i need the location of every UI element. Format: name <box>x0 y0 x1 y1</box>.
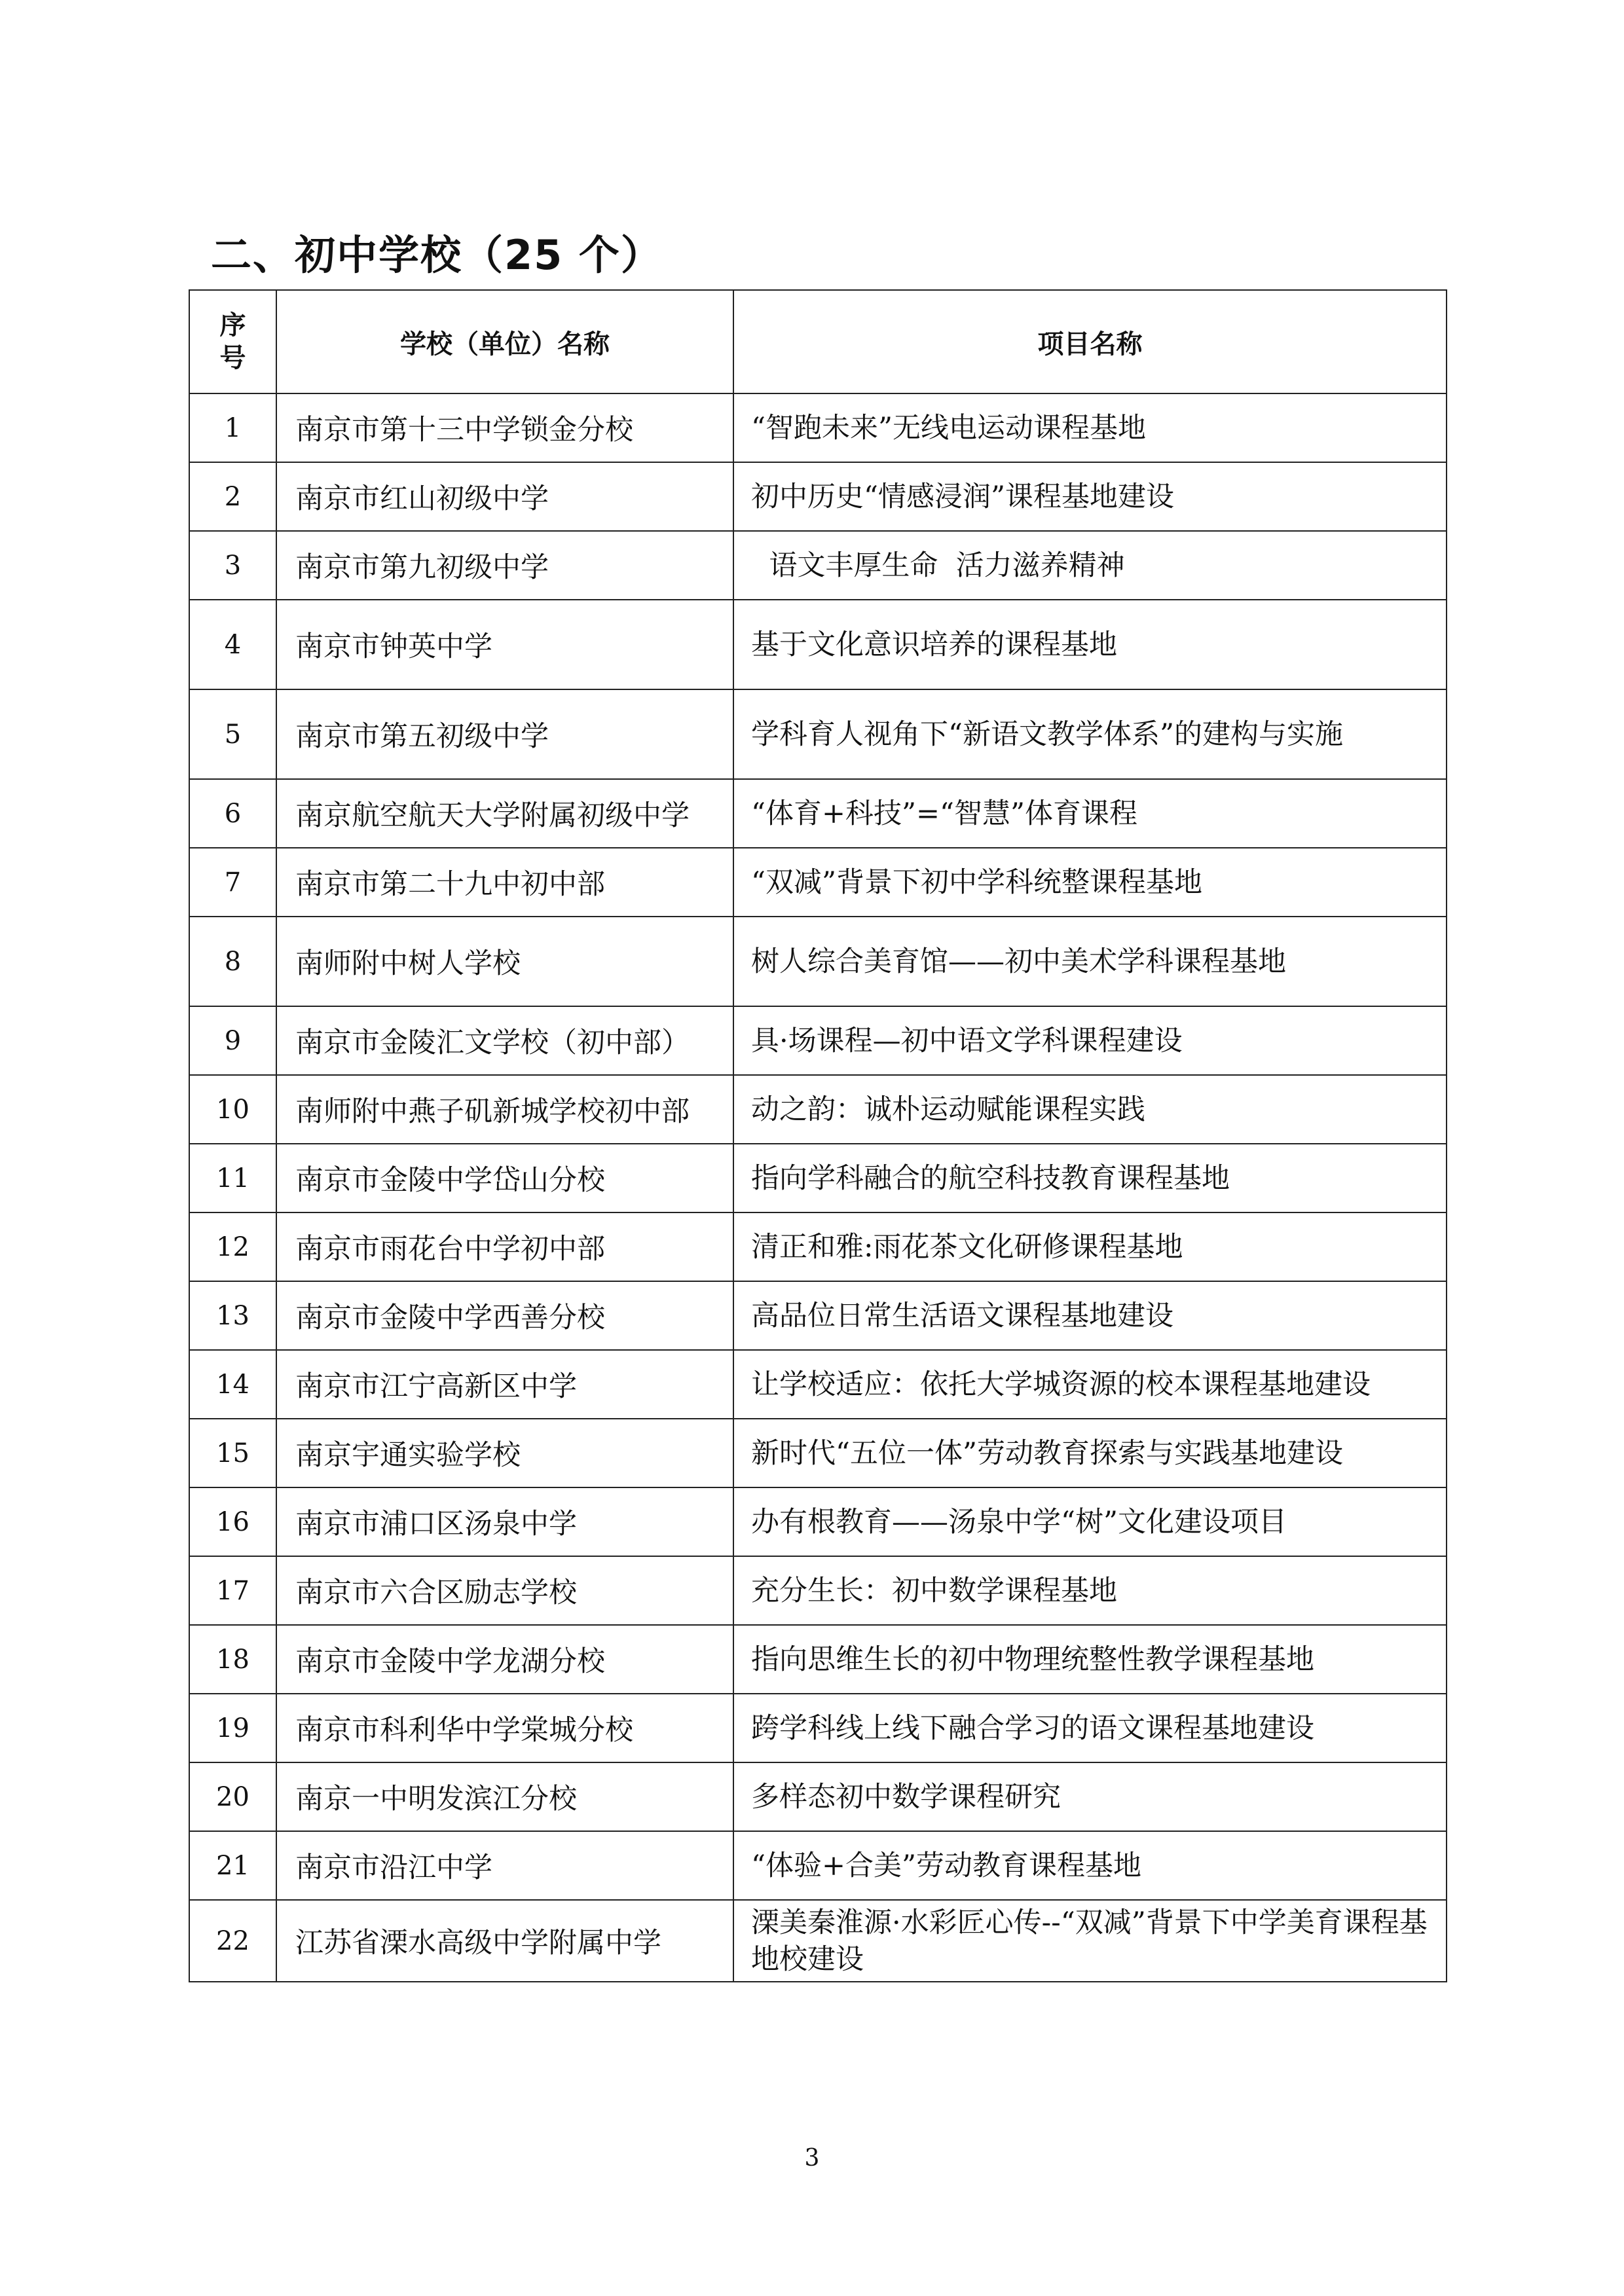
row-project: 跨学科线上线下融合学习的语文课程基地建设 <box>733 1694 1447 1762</box>
row-project: “智跑未来”无线电运动课程基地 <box>733 393 1447 462</box>
row-school: 南京一中明发滨江分校 <box>276 1762 733 1831</box>
row-school: 南京市红山初级中学 <box>276 462 733 531</box>
table-row <box>189 689 1447 779</box>
page-number: 3 <box>804 2145 820 2172</box>
table-row <box>189 779 1447 848</box>
row-school: 南师附中燕子矶新城学校初中部 <box>276 1075 733 1144</box>
row-seq: 16 <box>189 1487 276 1556</box>
row-seq: 7 <box>189 848 276 917</box>
row-seq: 5 <box>189 689 276 779</box>
row-school: 南京宇通实验学校 <box>276 1419 733 1487</box>
row-project: 指向学科融合的航空科技教育课程基地 <box>733 1144 1447 1212</box>
row-school: 南京市科利华中学棠城分校 <box>276 1694 733 1762</box>
table-row <box>189 1556 1447 1625</box>
row-project: 溧美秦淮源·水彩匠心传--“双减”背景下中学美育课程基地校建设 <box>733 1900 1447 1982</box>
table-row <box>189 1487 1447 1556</box>
table-row <box>189 917 1447 1006</box>
row-seq: 2 <box>189 462 276 531</box>
row-seq: 19 <box>189 1694 276 1762</box>
row-school: 南京市浦口区汤泉中学 <box>276 1487 733 1556</box>
row-school: 南京航空航天大学附属初级中学 <box>276 779 733 848</box>
header-seq-line1: 序 <box>219 310 246 340</box>
header-seq-line2: 号 <box>219 343 246 373</box>
row-seq: 9 <box>189 1006 276 1075</box>
row-seq: 18 <box>189 1625 276 1694</box>
row-school: 南京市沿江中学 <box>276 1831 733 1900</box>
row-project: 基于文化意识培养的课程基地 <box>733 600 1447 689</box>
row-seq: 17 <box>189 1556 276 1625</box>
row-seq: 21 <box>189 1831 276 1900</box>
row-project: 动之韵：诚朴运动赋能课程实践 <box>733 1075 1447 1144</box>
row-seq: 14 <box>189 1350 276 1419</box>
row-seq: 3 <box>189 531 276 600</box>
row-school: 南京市金陵中学龙湖分校 <box>276 1625 733 1694</box>
row-seq: 13 <box>189 1281 276 1350</box>
row-project: “体育+科技”=“智慧”体育课程 <box>733 779 1447 848</box>
table-row <box>189 1831 1447 1900</box>
table-row <box>189 1281 1447 1350</box>
table-row <box>189 393 1447 462</box>
table-row <box>189 1419 1447 1487</box>
row-seq: 4 <box>189 600 276 689</box>
row-project: 树人综合美育馆——初中美术学科课程基地 <box>733 917 1447 1006</box>
row-project: 清正和雅:雨花茶文化研修课程基地 <box>733 1212 1447 1281</box>
row-seq: 10 <box>189 1075 276 1144</box>
row-project: “体验+合美”劳动教育课程基地 <box>733 1831 1447 1900</box>
header-seq <box>189 290 276 393</box>
table-row <box>189 600 1447 689</box>
row-project: 多样态初中数学课程研究 <box>733 1762 1447 1831</box>
row-project: 新时代“五位一体”劳动教育探索与实践基地建设 <box>733 1419 1447 1487</box>
row-project: 初中历史“情感浸润”课程基地建设 <box>733 462 1447 531</box>
row-school: 南京市金陵中学西善分校 <box>276 1281 733 1350</box>
row-project: 语文丰厚生命 活力滋养精神 <box>733 531 1447 600</box>
row-school: 南京市六合区励志学校 <box>276 1556 733 1625</box>
row-project: 具·场课程—初中语文学科课程建设 <box>733 1006 1447 1075</box>
row-school: 南京市钟英中学 <box>276 600 733 689</box>
row-project: 让学校适应：依托大学城资源的校本课程基地建设 <box>733 1350 1447 1419</box>
table-row <box>189 1006 1447 1075</box>
row-school: 南京市第十三中学锁金分校 <box>276 393 733 462</box>
row-project: 办有根教育——汤泉中学“树”文化建设项目 <box>733 1487 1447 1556</box>
row-seq: 8 <box>189 917 276 1006</box>
table-row <box>189 1212 1447 1281</box>
school-project-table <box>189 289 1447 1982</box>
table-header-row <box>189 290 1447 393</box>
table-row <box>189 1144 1447 1212</box>
row-project: 学科育人视角下“新语文教学体系”的建构与实施 <box>733 689 1447 779</box>
row-seq: 15 <box>189 1419 276 1487</box>
row-seq: 6 <box>189 779 276 848</box>
row-school: 南京市第九初级中学 <box>276 531 733 600</box>
header-project: 项目名称 <box>733 290 1447 393</box>
table-row <box>189 1625 1447 1694</box>
row-project: 高品位日常生活语文课程基地建设 <box>733 1281 1447 1350</box>
row-seq: 12 <box>189 1212 276 1281</box>
row-school: 江苏省溧水高级中学附属中学 <box>276 1900 733 1982</box>
table-row <box>189 462 1447 531</box>
row-project: 指向思维生长的初中物理统整性教学课程基地 <box>733 1625 1447 1694</box>
row-school: 南京市雨花台中学初中部 <box>276 1212 733 1281</box>
table-row <box>189 1762 1447 1831</box>
row-school: 南京市金陵中学岱山分校 <box>276 1144 733 1212</box>
header-school: 学校（单位）名称 <box>276 290 733 393</box>
row-school: 南京市金陵汇文学校（初中部） <box>276 1006 733 1075</box>
row-seq: 1 <box>189 393 276 462</box>
page-title: 二、初中学校（25 个） <box>211 231 663 279</box>
row-seq: 20 <box>189 1762 276 1831</box>
row-school: 南京市第二十九中初中部 <box>276 848 733 917</box>
table-row <box>189 1075 1447 1144</box>
row-project: 充分生长：初中数学课程基地 <box>733 1556 1447 1625</box>
table-row <box>189 1350 1447 1419</box>
row-school: 南师附中树人学校 <box>276 917 733 1006</box>
table-row <box>189 1694 1447 1762</box>
table-row <box>189 531 1447 600</box>
row-seq: 11 <box>189 1144 276 1212</box>
row-school: 南京市江宁高新区中学 <box>276 1350 733 1419</box>
row-school: 南京市第五初级中学 <box>276 689 733 779</box>
row-project: “双减”背景下初中学科统整课程基地 <box>733 848 1447 917</box>
table-row <box>189 848 1447 917</box>
row-seq: 22 <box>189 1900 276 1982</box>
table-row <box>189 1900 1447 1982</box>
